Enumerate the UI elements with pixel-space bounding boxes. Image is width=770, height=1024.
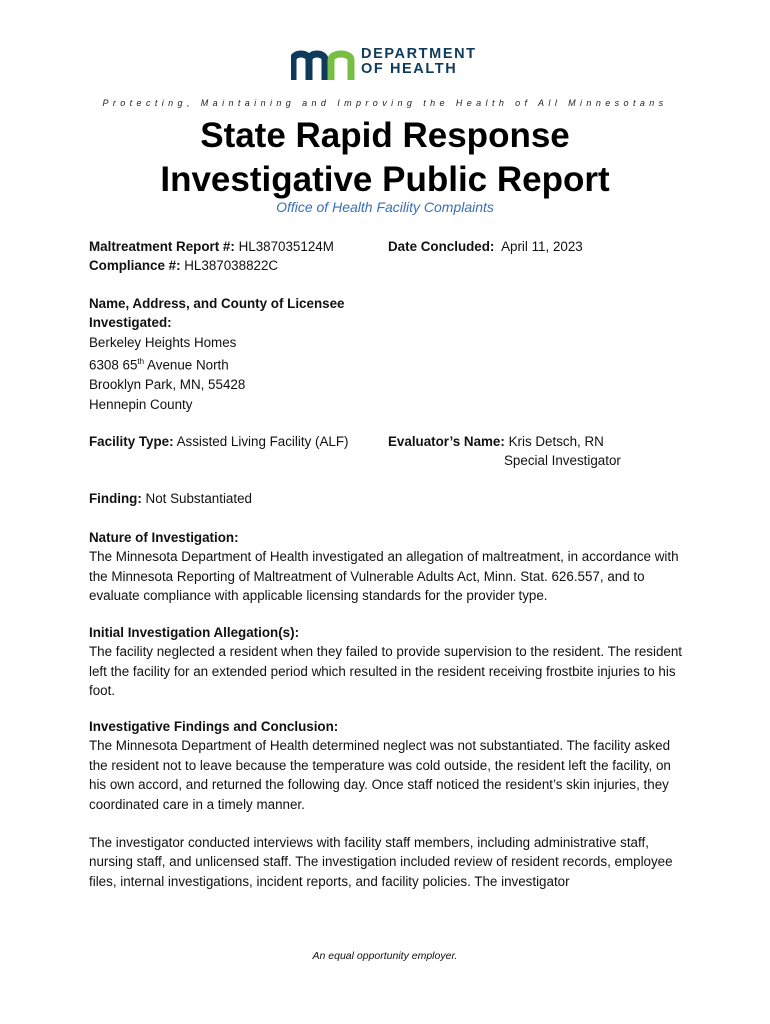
compliance-value: HL387038822C xyxy=(184,258,279,274)
compliance-number-line xyxy=(89,256,689,275)
section-nature xyxy=(89,528,689,606)
logo-text xyxy=(361,47,477,77)
footer-text: An equal opportunity employer. xyxy=(312,950,458,962)
finding-line xyxy=(89,489,689,508)
date-concluded-line xyxy=(388,237,688,256)
section-investigator xyxy=(89,833,689,891)
facility-type-value: Assisted Living Facility (ALF) xyxy=(176,434,349,449)
title-line2: Investigative Public Report xyxy=(160,160,610,199)
findings-text: The Minnesota Department of Health determined neglect was not substantiated. The facility asked the resident not to leave because the temperature was cold outside, the resident left the facility, on his own accord, and returned the following day. Once staff noticed the resident’s skin injuries, they coordinated care in a timely manner. xyxy=(89,738,671,812)
title-line1: State Rapid Response xyxy=(200,116,570,155)
investigator-text: The investigator conducted interviews with facility staff members, including administrative staff, nursing staff, and unlicensed staff. The investigation included review of resident records, employee files, internal investigations, incident reports, and facility policies. The investigator xyxy=(89,835,673,889)
evaluator-block xyxy=(388,432,688,471)
logo-line2: OF HEALTH xyxy=(361,61,458,77)
maltreatment-value: HL387035124M xyxy=(238,239,334,254)
nature-heading: Nature of Investigation: xyxy=(89,530,239,545)
findings-heading: Investigative Findings and Conclusion: xyxy=(89,719,339,734)
licensee-city: Brooklyn Park, MN, 55428 xyxy=(89,377,246,393)
evaluator-label: Evaluator’s Name: xyxy=(388,434,505,449)
evaluator-title: Special Investigator xyxy=(504,453,621,469)
section-allegation xyxy=(89,623,689,701)
compliance-label: Compliance #: xyxy=(89,258,181,274)
address-number: 6308 65 xyxy=(89,357,138,373)
facility-type-label: Facility Type: xyxy=(89,434,174,449)
licensee-label-line1: Name, Address, and County of Licensee xyxy=(89,296,345,311)
evaluator-name: Kris Detsch, RN xyxy=(508,434,604,449)
mdh-logo xyxy=(291,46,491,82)
page-title xyxy=(0,114,770,202)
page-subtitle: Office of Health Facility Complaints xyxy=(276,199,494,215)
tagline: Protecting, Maintaining and Improving the Health of All Minnesotans xyxy=(102,98,668,108)
licensee-county: Hennepin County xyxy=(89,396,193,412)
nature-text: The Minnesota Department of Health investigated an allegation of maltreatment, in accordance with the Minnesota Reporting of Maltreatment of Vulnerable Adults Act, Minn. Stat. 626.557, and to evaluate compliance with applicable licensing standards for the provider type. xyxy=(89,549,679,604)
licensee-name: Berkeley Heights Homes xyxy=(89,334,237,350)
licensee-label-line2: Investigated: xyxy=(89,315,172,331)
mn-logo-icon xyxy=(291,46,357,82)
address-street: Avenue North xyxy=(144,357,229,373)
date-label: Date Concluded: xyxy=(388,239,495,254)
finding-value: Not Substantiated xyxy=(145,491,252,506)
section-findings xyxy=(89,717,689,814)
licensee-address xyxy=(89,352,689,375)
evaluator-line xyxy=(388,432,688,451)
address-sup: th xyxy=(137,357,145,367)
logo-line1: DEPARTMENT xyxy=(361,46,477,62)
maltreatment-label: Maltreatment Report #: xyxy=(89,239,235,254)
allegation-text: The facility neglected a resident when they failed to provide supervision to the resident. The resident left the facility for an extended period which resulted in the resident receiving frostbite injuries to his foot. xyxy=(89,644,683,699)
finding-label: Finding: xyxy=(89,491,142,506)
allegation-heading: Initial Investigation Allegation(s): xyxy=(89,625,300,640)
date-value: April 11, 2023 xyxy=(501,239,583,254)
licensee-block xyxy=(89,294,689,414)
